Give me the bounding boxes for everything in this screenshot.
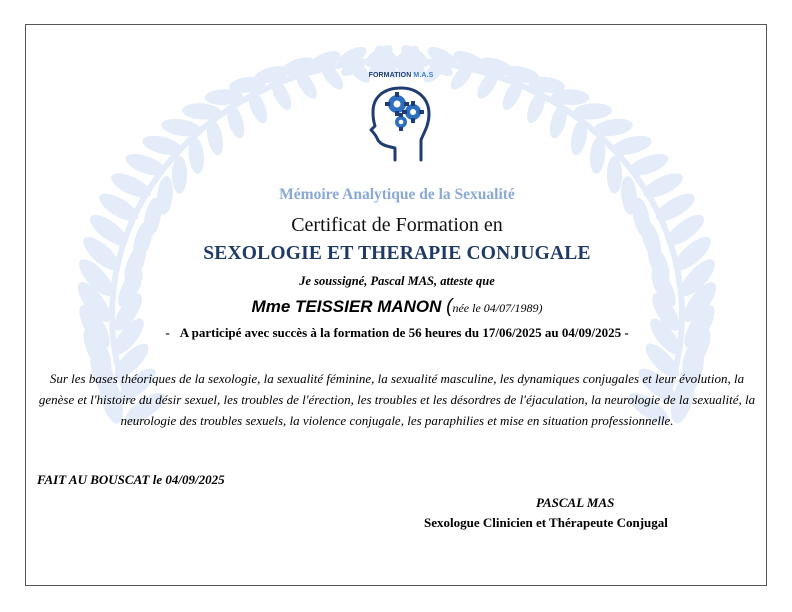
logo-brand-main: FORMATION bbox=[368, 72, 412, 79]
participation-dash: - bbox=[165, 325, 170, 340]
signer-name: PASCAL MAS bbox=[536, 495, 615, 510]
course-name: SEXOLOGIE ET THERAPIE CONJUGALE bbox=[203, 243, 591, 264]
certificate-title: Certificat de Formation en bbox=[291, 214, 503, 236]
formation-mas-logo bbox=[356, 72, 446, 182]
logo-wordmark bbox=[356, 72, 446, 79]
participant-birth: née le 04/07/1989) bbox=[452, 301, 543, 315]
participation-line bbox=[26, 325, 767, 341]
signer-title: Sexologue Clinicien et Thérapeute Conjugal bbox=[424, 515, 668, 530]
attestation-line: Je soussigné, Pascal MAS, atteste que bbox=[299, 274, 495, 288]
program-description: Sur les bases théoriques de la sexologie, la sexualité féminine, la sexualité masculine, les dynamiques conjugales et leur évolution, la genèse et l'histoire du désir sexuel, les troubles de l'érection, les troubles et les désordres de l'éjaculation, la neurologie de la sexualité, la neurologie des troubles sexuels, la violence conjugale, les paraphilies et mise en situation professionnelle. bbox=[38, 371, 756, 428]
participant-name: Mme TEISSIER MANON bbox=[251, 297, 442, 316]
birth-paren: ( bbox=[446, 296, 453, 317]
place-date: FAIT AU BOUSCAT le 04/09/2025 bbox=[37, 472, 225, 487]
certificate-frame bbox=[25, 24, 767, 586]
organization-name: Mémoire Analytique de la Sexualité bbox=[279, 186, 515, 203]
participation-text: A participé avec succès à la formation de 56 heures du 17/06/2025 au 04/09/2025 - bbox=[179, 325, 629, 340]
head-with-gears-icon bbox=[361, 82, 441, 164]
logo-brand-accent: M.A.S bbox=[413, 72, 434, 79]
participant-line bbox=[26, 296, 767, 318]
